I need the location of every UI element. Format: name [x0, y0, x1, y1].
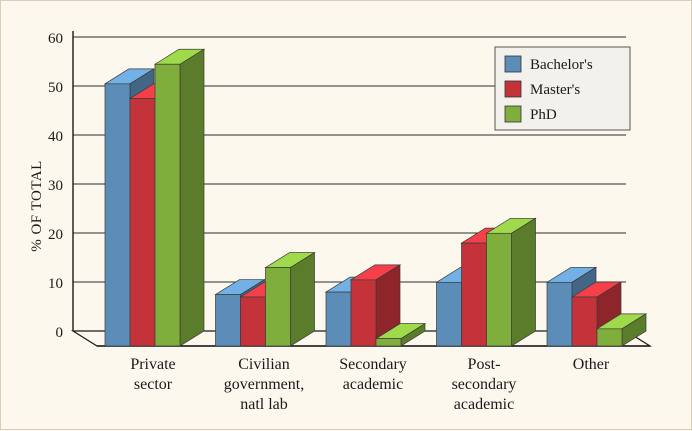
- cat-label-civilian-government: [224, 356, 304, 413]
- svg-text:Other: Other: [572, 356, 610, 373]
- svg-text:natl lab: natl lab: [240, 396, 288, 413]
- bar-2-3: [487, 218, 536, 346]
- svg-text:secondary: secondary: [451, 376, 517, 393]
- legend-item-masters[interactable]: [505, 81, 580, 98]
- y-tick-20: 20: [48, 227, 63, 243]
- svg-text:Post-: Post-: [467, 356, 501, 373]
- bar-side-face: [291, 253, 315, 346]
- y-axis-title: % OF TOTAL: [29, 160, 45, 252]
- legend-item-bachelors[interactable]: [505, 56, 593, 73]
- y-tick-30: 30: [48, 178, 63, 194]
- legend: [495, 47, 630, 130]
- bar-front-face: [376, 339, 401, 346]
- legend-swatch-bachelors: [505, 56, 521, 72]
- bar-front-face: [437, 282, 462, 346]
- y-tick-10: 10: [48, 276, 63, 292]
- svg-text:Private: Private: [130, 356, 176, 373]
- bar-front-face: [597, 329, 622, 346]
- legend-swatch-masters: [505, 81, 521, 97]
- svg-text:Civilian: Civilian: [238, 356, 290, 373]
- bar-side-face: [180, 49, 204, 346]
- bar-front-face: [487, 233, 512, 346]
- cat-label-private-sector: [130, 356, 175, 393]
- x-category-labels: [130, 356, 610, 413]
- bar-front-face: [462, 243, 487, 346]
- svg-text:academic: academic: [342, 376, 404, 393]
- bar-2-0: [155, 49, 204, 346]
- legend-label-phd: PhD: [530, 107, 557, 123]
- y-tick-labels: [48, 31, 63, 341]
- legend-item-phd[interactable]: [505, 106, 557, 123]
- svg-text:academic: academic: [453, 396, 515, 413]
- y-tick-60: 60: [48, 31, 63, 47]
- cat-label-secondary-academic: [339, 356, 407, 393]
- cat-label-other: [573, 356, 610, 373]
- svg-text:Secondary: Secondary: [339, 356, 407, 373]
- bar-front-face: [155, 64, 180, 346]
- y-tick-50: 50: [48, 80, 63, 96]
- bar-front-face: [130, 99, 155, 346]
- chart-svg: [1, 1, 692, 431]
- legend-label-bachelors: Bachelor's: [530, 57, 593, 73]
- bar-front-face: [326, 292, 351, 346]
- bar-2-1: [266, 253, 315, 346]
- svg-text:sector: sector: [133, 376, 173, 393]
- y-tick-0: 0: [55, 325, 63, 341]
- y-tick-40: 40: [48, 129, 63, 145]
- bar-front-face: [351, 280, 376, 346]
- bar-front-face: [266, 268, 291, 346]
- bar-front-face: [547, 282, 572, 346]
- legend-label-masters: Master's: [530, 82, 581, 98]
- bar-chart: [1, 1, 692, 431]
- bar-side-face: [512, 218, 536, 346]
- bar-front-face: [572, 297, 597, 346]
- bar-front-face: [216, 295, 241, 346]
- legend-swatch-phd: [505, 106, 521, 122]
- cat-label-post-secondary-academic: [452, 356, 517, 413]
- svg-text:government,: government,: [223, 376, 305, 393]
- bar-front-face: [241, 297, 266, 346]
- bar-front-face: [105, 84, 130, 346]
